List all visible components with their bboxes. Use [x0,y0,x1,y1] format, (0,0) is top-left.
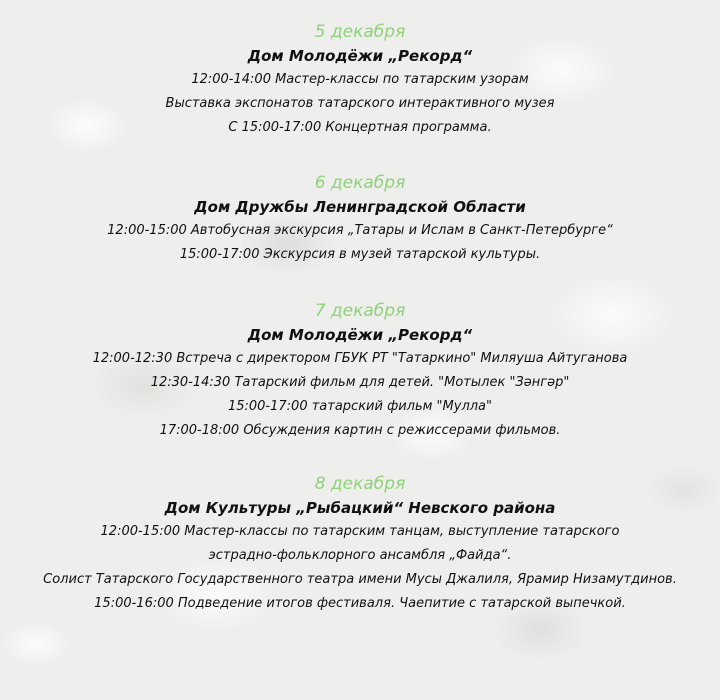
day-venue: Дом Дружбы Ленинградской Области [194,198,526,216]
schedule-line: Выставка экспонатов татарского интерактивного музея [165,96,555,111]
day-block-dec-7 [0,299,720,443]
day-date: 8 декабря [314,474,406,494]
schedule-line: 15:00-17:00 татарский фильм "Мулла" [227,399,493,414]
schedule-line: 15:00-16:00 Подведение итогов фестиваля. Чаепитие с татарской выпечкой. [94,596,626,611]
day-venue: Дом Молодёжи „Рекорд“ [247,47,473,65]
schedule-line: 12:00-15:00 Мастер-классы по татарским танцам, выступление татарского [100,524,620,539]
day-date: 5 декабря [314,22,406,42]
day-date: 6 декабря [314,173,406,193]
schedule-line: 17:00-18:00 Обсуждения картин с режиссерами фильмов. [159,423,561,438]
day-block-dec-8 [0,472,720,616]
schedule-line: 12:00-15:00 Автобусная экскурсия „Татары и Ислам в Санкт-Петербурге“ [107,223,613,238]
day-venue: Дом Культуры „Рыбацкий“ Невского района [164,499,556,517]
schedule-line: 12:30-14:30 Татарский фильм для детей. "Мотылек "Зәнгәр" [150,375,570,390]
day-block-dec-6 [0,171,720,267]
schedule-line: С 15:00-17:00 Концертная программа. [228,120,492,135]
schedule-line: Солист Татарского Государственного театра имени Мусы Джалиля, Ярамир Низамутдинов. [43,572,677,587]
day-venue: Дом Молодёжи „Рекорд“ [247,326,473,344]
schedule-line: 12:00-14:00 Мастер-классы по татарским узорам [191,72,529,87]
day-date: 7 декабря [314,301,406,321]
schedule-line: эстрадно-фольклорного ансамбля „Файда“. [208,548,512,563]
day-block-dec-5 [0,20,720,140]
schedule-line: 15:00-17:00 Экскурсия в музей татарской культуры. [179,247,541,262]
schedule-line: 12:00-12:30 Встреча с директором ГБУК РТ "Татаркино" Миляуша Айтуганова [92,351,628,366]
